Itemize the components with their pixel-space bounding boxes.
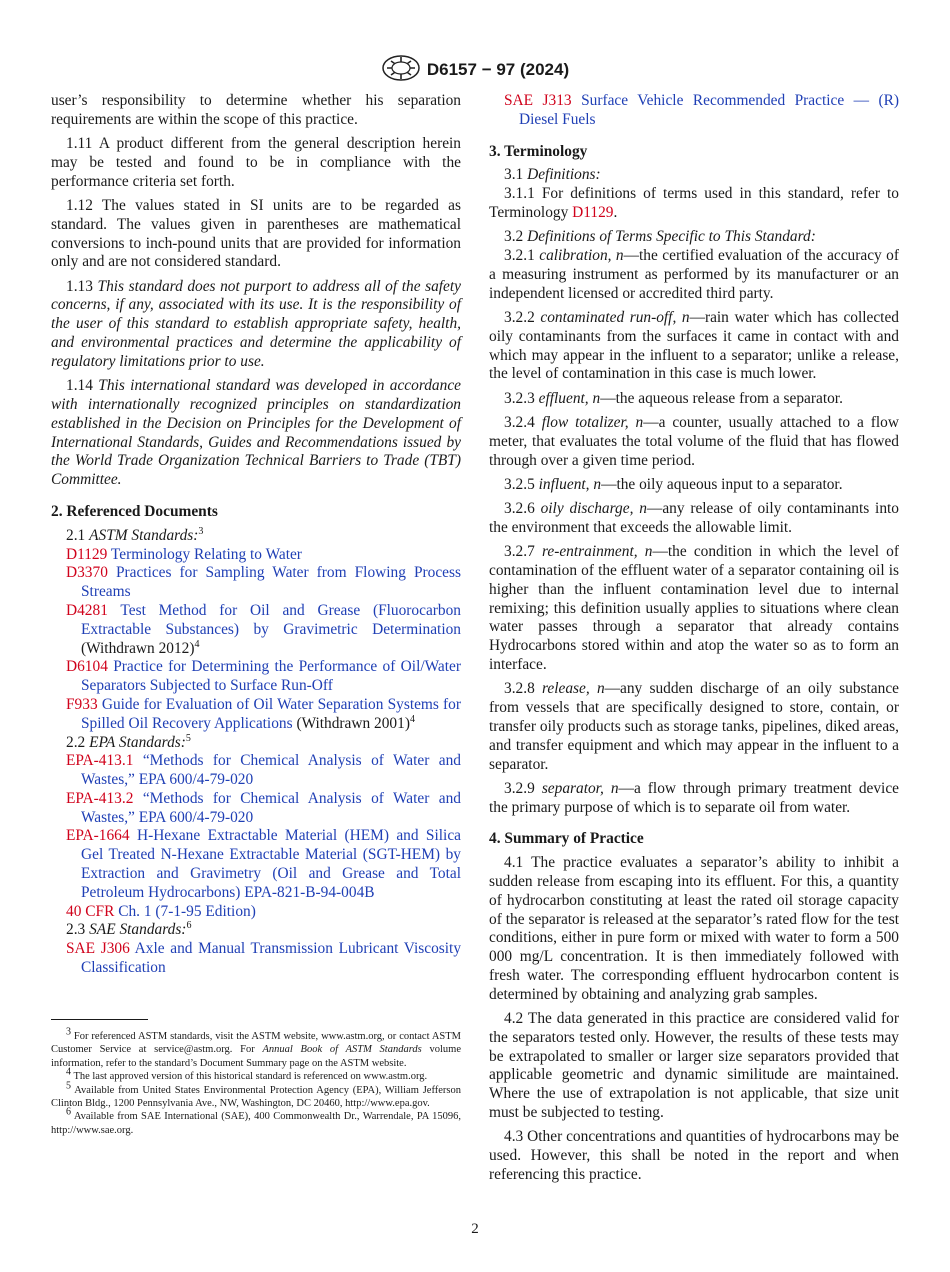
footnote-divider — [51, 1019, 148, 1020]
reference-item — [51, 602, 461, 658]
paragraph-continuation: user’s responsibility to determine whether his separation requirements are within the scope of this practice. — [51, 92, 461, 128]
subsection-2-3 — [51, 921, 461, 940]
footnote-ref[interactable]: 4 — [194, 638, 200, 650]
def-number: 3.2.8 — [504, 680, 535, 698]
def-number: 3.2.3 — [504, 389, 535, 407]
definition-item — [489, 309, 899, 384]
definition-item — [489, 476, 899, 495]
section-heading-2: 2. Referenced Documents — [51, 502, 218, 520]
ref-code-link[interactable]: 40 CFR — [66, 902, 115, 920]
footnote-number: 4 — [66, 1066, 71, 1078]
reference-item — [51, 564, 461, 602]
paragraph-1-12: 1.12 The values stated in SI units are to be regarded as standard. The values given in parentheses are mathematical conversions to inch-pound units that are provided for information only and are not considered standard. — [51, 196, 461, 271]
reference-item — [51, 546, 461, 565]
ref-code-link[interactable]: EPA-1664 — [66, 827, 130, 845]
ref-title-link[interactable]: Practice for Determining the Performance of Oil/Water Separators Subjected to Surface Run-Off — [81, 658, 461, 695]
reference-item — [51, 658, 461, 696]
ref-title-link[interactable]: Terminology Relating to Water — [110, 545, 302, 563]
paragraph-1-13 — [51, 278, 461, 372]
footnote-ref[interactable]: 4 — [409, 713, 415, 725]
footnote-number: 3 — [66, 1026, 71, 1038]
ref-title-link[interactable]: Test Method for Oil and Grease (Fluorocarbon Extractable Substances) by Gravimetric Determination — [81, 601, 461, 638]
footnote-5 — [51, 1080, 461, 1111]
ref-title-link[interactable]: Axle and Manual Transmission Lubricant Viscosity Classification — [81, 940, 462, 977]
para-text: 3.1.1 For definitions of terms used in this standard, refer to Terminology — [489, 185, 899, 221]
section-heading-4: 4. Summary of Practice — [489, 830, 644, 848]
left-column — [51, 92, 461, 978]
ref-title-link[interactable]: Guide for Evaluation of Oil Water Separation Systems for Spilled Oil Recovery Applications — [81, 695, 461, 732]
def-number: 3.2.4 — [504, 413, 535, 431]
astm-ref-list — [51, 546, 461, 734]
definition-item — [489, 780, 899, 818]
footnote-4 — [51, 1066, 461, 1083]
subsection-3-1 — [489, 166, 899, 185]
para-text: This international standard was developed in accordance with internationally recognized principles on standardization established in the Decision on Principles for the Development of International Standards, Guides and Recommendations issued by the World Trade Organization Technical Barriers to Trade (TBT) Committee. — [51, 377, 461, 489]
ref-title-link[interactable]: H-Hexane Extractable Material (HEM) and Silica Gel Treated N-Hexane Extractable Material (SGT-HEM) by Extraction and Gravimetry (Oil and Grease and Total Petroleum Hydrocarbons) EPA-821-B-94-004B — [81, 827, 461, 901]
paragraph-4-2: 4.2 The data generated in this practice are considered valid for the separators tested only. However, the results of these tests may be extrapolated to smaller or larger size separators provided that applicable geometric and dynamic similitude are maintained. Where the use of extrapolation is not applicable, that size unit must be subjected to testing. — [489, 1010, 899, 1122]
para-text: This standard does not purport to address all of the safety concerns, if any, associated with its use. It is the responsibility of the user of this standard to establish appropriate safety, health, and environmental practices and determine the applicability of regulatory limitations prior to use. — [51, 277, 461, 370]
footnote-text: volume information, refer to the standard’s Document Summary page on the ASTM website. — [51, 1044, 461, 1069]
subsection-title: Definitions of Terms Specific to This Standard: — [527, 228, 816, 246]
footnote-text: Available from United States Environmental Protection Agency (EPA), William Jefferson Clinton Bldg., 1200 Pennsylvania Ave., NW, Washington, DC 20460, http://www.epa.gov. — [51, 1084, 461, 1110]
para-number: 2.1 — [66, 526, 86, 544]
reference-item — [489, 92, 899, 130]
footnote-ref[interactable]: 5 — [185, 732, 191, 744]
def-term: separator, n — [541, 779, 619, 797]
paragraph-4-1: 4.1 The practice evaluates a separator’s ability to inhibit a sudden release from escaping into its effluent. For this, a quantity of hydrocarbon constituting at least the rated oil storage capacity of the separator is released at the separator’s rated flow for the test conditions, either in pure form or mixed with water to form a 500 000 mg/L concentration. It is then immediately followed with fresh water. The corresponding effluent hydrocarbon content is determined by obtaining and analyzing grab samples. — [489, 854, 899, 1003]
sae-ref-list — [51, 940, 461, 978]
def-number: 3.2.1 — [504, 247, 535, 265]
ref-withdrawn: (Withdrawn 2001) — [292, 714, 410, 732]
para-number: 3.1 — [504, 166, 524, 184]
def-term: contaminated run-off, n — [540, 308, 690, 326]
def-text: —rain water which has collected oily contaminants from the surfaces it came in contact with and which may appear in the influent to a separator; unlike a release, the level of contamination in this case is much lower. — [489, 308, 899, 383]
footnote-text: Available from SAE International (SAE), 400 Commonwealth Dr., Warrendale, PA 15096, http://www.sae.org. — [51, 1111, 461, 1136]
ref-withdrawn: (Withdrawn 2012) — [81, 639, 195, 657]
definition-item — [489, 500, 899, 538]
def-text: —the aqueous release from a separator. — [600, 389, 843, 407]
def-text: —a flow through primary treatment device the primary purpose of which is to separate oil from water. — [489, 779, 899, 816]
ref-code-link[interactable]: D4281 — [66, 601, 108, 619]
subsection-2-2 — [51, 734, 461, 753]
reference-item — [51, 696, 461, 734]
footnotes — [51, 1026, 461, 1137]
ref-code-link[interactable]: D1129 — [572, 203, 614, 221]
def-number: 3.2.9 — [504, 779, 535, 797]
footnote-ref[interactable]: 6 — [186, 920, 192, 932]
definition-item — [489, 680, 899, 774]
ref-code-link[interactable]: F933 — [66, 695, 98, 713]
ref-code-link[interactable]: D3370 — [66, 564, 108, 582]
ref-title-link[interactable]: Practices for Sampling Water from Flowing Process Streams — [81, 564, 461, 601]
def-term: re-entrainment, n — [541, 543, 653, 561]
reference-item — [51, 903, 461, 922]
ref-title-link[interactable]: Surface Vehicle Recommended Practice — (R) Diesel Fuels — [519, 92, 900, 128]
subsection-title: ASTM Standards: — [89, 526, 199, 544]
def-text: —the certified evaluation of the accuracy of a measuring instrument as performed by its manufacturer or an independent licensed or accredited third party. — [489, 247, 900, 302]
ref-code-link[interactable]: EPA-413.1 — [66, 752, 134, 770]
para-number: 1.14 — [66, 377, 93, 395]
ref-title-link[interactable]: “Methods for Chemical Analysis of Water and Wastes,” EPA 600/4-79-020 — [81, 752, 461, 789]
def-term: flow totalizer, n — [541, 413, 644, 431]
ref-title-link[interactable]: “Methods for Chemical Analysis of Water and Wastes,” EPA 600/4-79-020 — [81, 789, 461, 826]
subsection-title: SAE Standards: — [89, 921, 187, 939]
reference-item — [51, 752, 461, 790]
subsection-title: Definitions: — [527, 166, 601, 184]
def-number: 3.2.5 — [504, 475, 535, 493]
designation: D6157 − 97 (2024) — [426, 59, 570, 79]
para-number: 2.2 — [66, 733, 86, 751]
footnote-text: For referenced ASTM standards, visit the ASTM website, www.astm.org, or contact ASTM Customer Service at service@astm.org. For — [51, 1031, 461, 1056]
definition-item — [489, 414, 899, 470]
definition-item — [489, 543, 899, 675]
definition-item — [489, 390, 899, 409]
epa-ref-list — [51, 752, 461, 921]
reference-item — [51, 790, 461, 828]
para-number: 1.13 — [66, 277, 93, 295]
ref-title-link[interactable]: Ch. 1 (7-1-95 Edition) — [118, 902, 256, 920]
section-heading-3: 3. Terminology — [489, 142, 588, 160]
ref-code-link[interactable]: SAE J306 — [66, 940, 130, 958]
def-term: calibration, n — [539, 247, 624, 265]
def-term: oily discharge, n — [540, 500, 647, 518]
para-number: 3.2 — [504, 228, 524, 246]
reference-item — [51, 940, 461, 978]
def-term: influent, n — [538, 475, 602, 493]
footnote-3 — [51, 1026, 461, 1070]
footnote-6 — [51, 1106, 461, 1137]
subsection-2-1 — [51, 527, 461, 546]
ref-code-link[interactable]: EPA-413.2 — [66, 789, 134, 807]
ref-code-link[interactable]: D6104 — [66, 658, 108, 676]
subsection-title: EPA Standards: — [89, 733, 186, 751]
footnote-text: The last approved version of this historical standard is referenced on www.astm.org. — [73, 1071, 428, 1083]
para-number: 2.3 — [66, 921, 86, 939]
paragraph-1-11: 1.11 A product different from the general description herein may be tested and found to be in compliance with the performance criteria set forth. — [51, 135, 461, 190]
reference-item — [51, 827, 461, 902]
paragraph-4-3: 4.3 Other concentrations and quantities of hydrocarbons may be used. However, this shall be noted in the report and when referencing this practice. — [489, 1128, 899, 1183]
def-term: effluent, n — [538, 389, 601, 407]
paragraph-1-14 — [51, 377, 461, 490]
def-text: —any release of oily contaminants into the environment that exceeds the allowable limit. — [489, 500, 899, 536]
subsection-3-2 — [489, 228, 899, 247]
footnote-text: Annual Book of ASTM Standards — [262, 1044, 422, 1056]
def-number: 3.2.6 — [504, 500, 535, 518]
footnote-number: 6 — [66, 1106, 71, 1118]
footnote-ref[interactable]: 3 — [198, 525, 204, 537]
def-number: 3.2.7 — [504, 543, 535, 561]
page-header — [0, 55, 950, 86]
right-column — [489, 92, 899, 1190]
def-text: —any sudden discharge of an oily substance from vessels that are specifically designed to store, contain, or transfer oily products such as storage tanks, pipelines, diked areas, and transfer equipment and which may appear in the influent to a separator. — [489, 680, 899, 773]
def-text: —the oily aqueous input to a separator. — [601, 475, 843, 493]
astm-logo-icon — [381, 55, 421, 86]
paragraph-3-1-1 — [489, 185, 899, 223]
para-text: . — [613, 203, 618, 221]
def-text: —the condition in which the level of contamination of the effluent water of a separator containing oil is higher than the influent contamination level due to internal remixing; this definition usually applies to situations where clean water passes through a separator that already contains Hydrocarbons stored within and atop the water so as to form an interface. — [489, 543, 899, 674]
page-number: 2 — [471, 1221, 479, 1237]
footnote-number: 5 — [66, 1080, 71, 1092]
def-term: release, n — [542, 680, 605, 698]
def-text: —a counter, usually attached to a flow meter, that evaluates the total volume of the fluid that has flowed through over a given time period. — [489, 413, 899, 469]
ref-code-link[interactable]: D1129 — [66, 545, 108, 563]
definition-item — [489, 247, 899, 303]
ref-code-link[interactable]: SAE J313 — [504, 92, 572, 109]
def-number: 3.2.2 — [504, 308, 535, 326]
